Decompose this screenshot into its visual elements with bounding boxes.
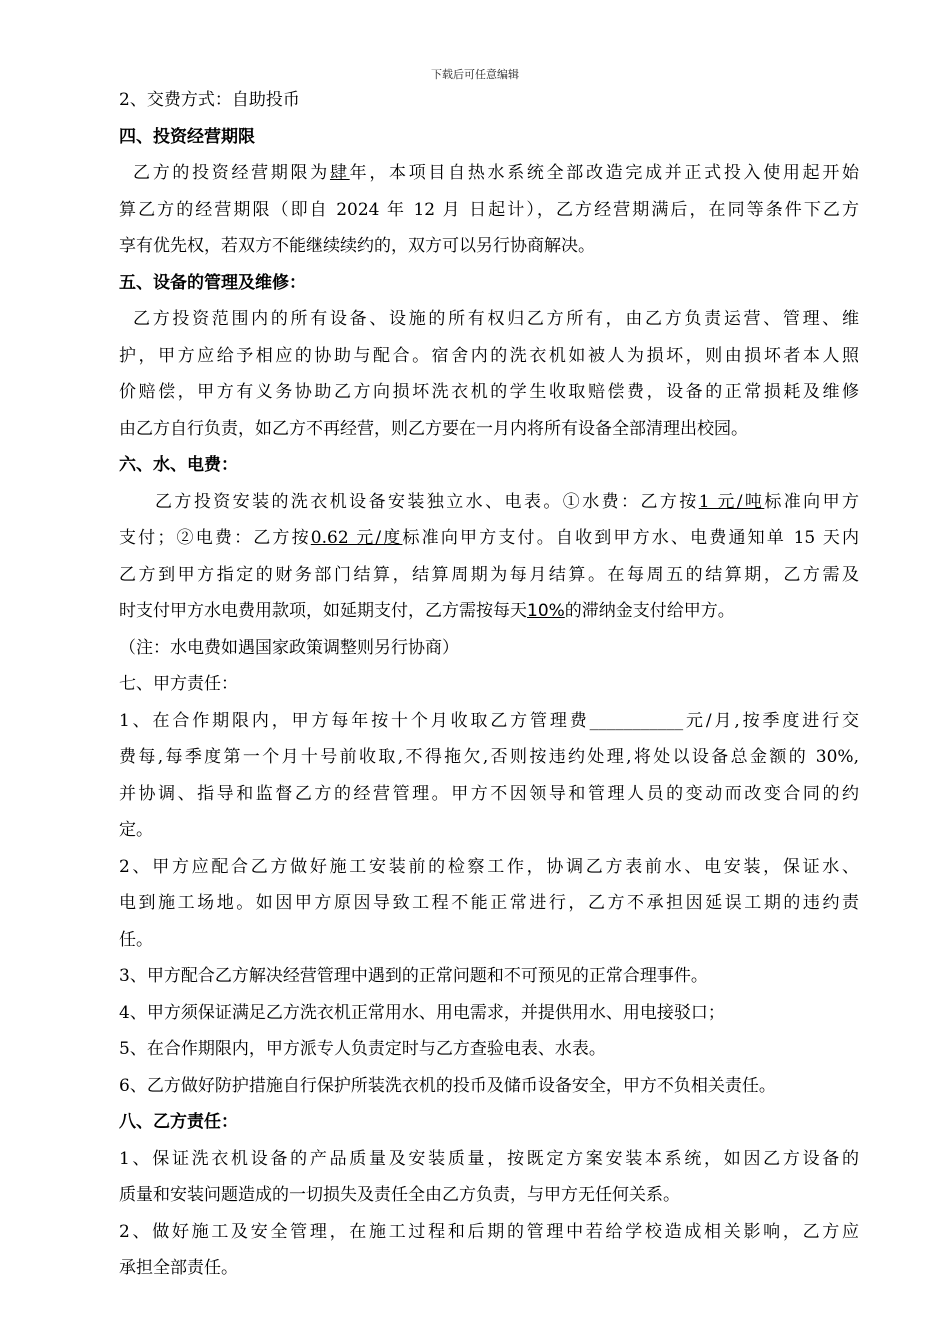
section-7-item-2-line-2: 电到施工场地。如因甲方原因导致工程不能正常进行，乙方不承担因延误工期的违约责 [119,893,859,913]
section-5-para-line-4: 由乙方自行负责，如乙方不再经营，则乙方要在一月内将所有设备全部清理出校园。 [119,418,748,439]
section-5-heading: 五、设备的管理及维修： [119,272,306,293]
section-8-heading: 八、乙方责任： [119,1112,238,1132]
section-5-para-line-1: 乙方投资范围内的所有设备、设施的所有权归乙方所有，由乙方负责运营、管理、维 [133,309,859,329]
section-4-para-line-1 [119,155,859,192]
text-segment: 元/月,按季度进行交 [683,710,859,731]
text-segment: 标准向甲方支付。自收到甲方水、电费通知单 15 天内 [402,528,859,548]
section-7-item-1-line-4: 定。 [119,820,153,840]
section-8-item-2-line-1: 2、做好施工及安全管理，在施工过程和后期的管理中若给学校造成相关影响，乙方应 [119,1221,859,1242]
section-8-item-2-line-2: 承担全部责任。 [119,1258,238,1278]
section-6-note: （注：水电费如遇国家政策调整则另行协商） [119,637,459,658]
section-7-heading: 七、甲方责任： [119,674,238,694]
section-4-heading: 四、投资经营期限 [119,126,255,147]
electricity-rate: 0.62 元/度 [310,528,403,548]
section-7-item-5: 5、在合作期限内，甲方派专人负责定时与乙方查验电表、水表。 [119,1039,606,1059]
section-7-item-2-line-1: 2、甲方应配合乙方做好施工安装前的检察工作，协调乙方表前水、电安装，保证水、 [119,856,859,877]
section-7-item-1-line-2: 费每,每季度第一个月十号前收取,不得拖欠,否则按违约处理,将处以设备总金额的 30%, [119,747,859,767]
section-5-para-line-3: 价赔偿，甲方有义务协助乙方向损坏洗衣机的学生收取赔偿费，设备的正常损耗及维修 [119,382,859,402]
section-8-item-1-line-2: 质量和安装问题造成的一切损失及责任全由乙方负责，与甲方无任何关系。 [119,1185,680,1205]
section-6-para-line-4 [119,593,859,630]
late-fee-rate: 10% [527,601,565,621]
section-6-para-line-1 [119,484,859,521]
text-segment: 时支付甲方水电费用款项，如延期支付，乙方需按每天 [119,601,527,621]
text-segment: 标准向甲方 [764,491,859,512]
page-header-note: 下载后可任意编辑 [431,68,519,81]
section-7-item-1-line-1 [119,703,859,740]
text-segment: 乙方的投资经营期限为 [133,163,330,183]
section-4-para-line-2: 算乙方的经营期限（即自 2024 年 12 月 日起计），乙方经营期满后，在同等条件下乙方 [119,199,859,220]
section-8-item-1-line-1: 1、保证洗衣机设备的产品质量及安装质量，按既定方案安装本系统，如因乙方设备的 [119,1148,859,1169]
underlined-years: 肆 [329,163,350,183]
section-7-item-4: 4、甲方须保证满足乙方洗衣机正常用水、用电需求，并提供用水、用电接驳口； [119,1002,725,1023]
management-fee-blank: ___________ [589,710,684,731]
section-7-item-6: 6、乙方做好防护措施自行保护所装洗衣机的投币及储币设备安全，甲方不负相关责任。 [119,1075,776,1096]
section-7-item-3: 3、甲方配合乙方解决经营管理中遇到的正常问题和不可预见的正常合理事件。 [119,966,708,986]
section-7-item-1-line-3: 并协调、指导和监督乙方的经营管理。甲方不因领导和管理人员的变动而改变合同的约 [119,783,859,804]
section-6-para-line-2 [119,520,859,557]
section-5-para-line-2: 护，甲方应给予相应的协助与配合。宿舍内的洗衣机如被人为损坏，则由损坏者本人照 [119,345,859,366]
text-segment: 支付；②电费：乙方按 [119,528,311,548]
text-segment: 乙方投资安装的洗衣机设备安装独立水、电表。①水费：乙方按 [155,491,699,512]
section-6-para-line-3: 乙方到甲方指定的财务部门结算，结算周期为每月结算。在每周五的结算期，乙方需及 [119,564,859,585]
document-body [119,82,859,1287]
section-4-para-line-3: 享有优先权，若双方不能继续续约的，双方可以另行协商解决。 [119,236,595,256]
water-rate: 1 元/吨 [698,491,765,512]
section-6-heading: 六、水、电费： [119,455,238,475]
section-7-item-2-line-3: 任。 [119,929,153,950]
text-segment: 的滞纳金支付给甲方。 [564,601,735,621]
text-segment: 1、在合作期限内，甲方每年按十个月收取乙方管理费 [119,710,590,731]
payment-method-line: 2、交费方式：自助投币 [119,90,300,110]
text-segment: 年，本项目自热水系统全部改造完成并正式投入使用起开始 [349,163,859,183]
